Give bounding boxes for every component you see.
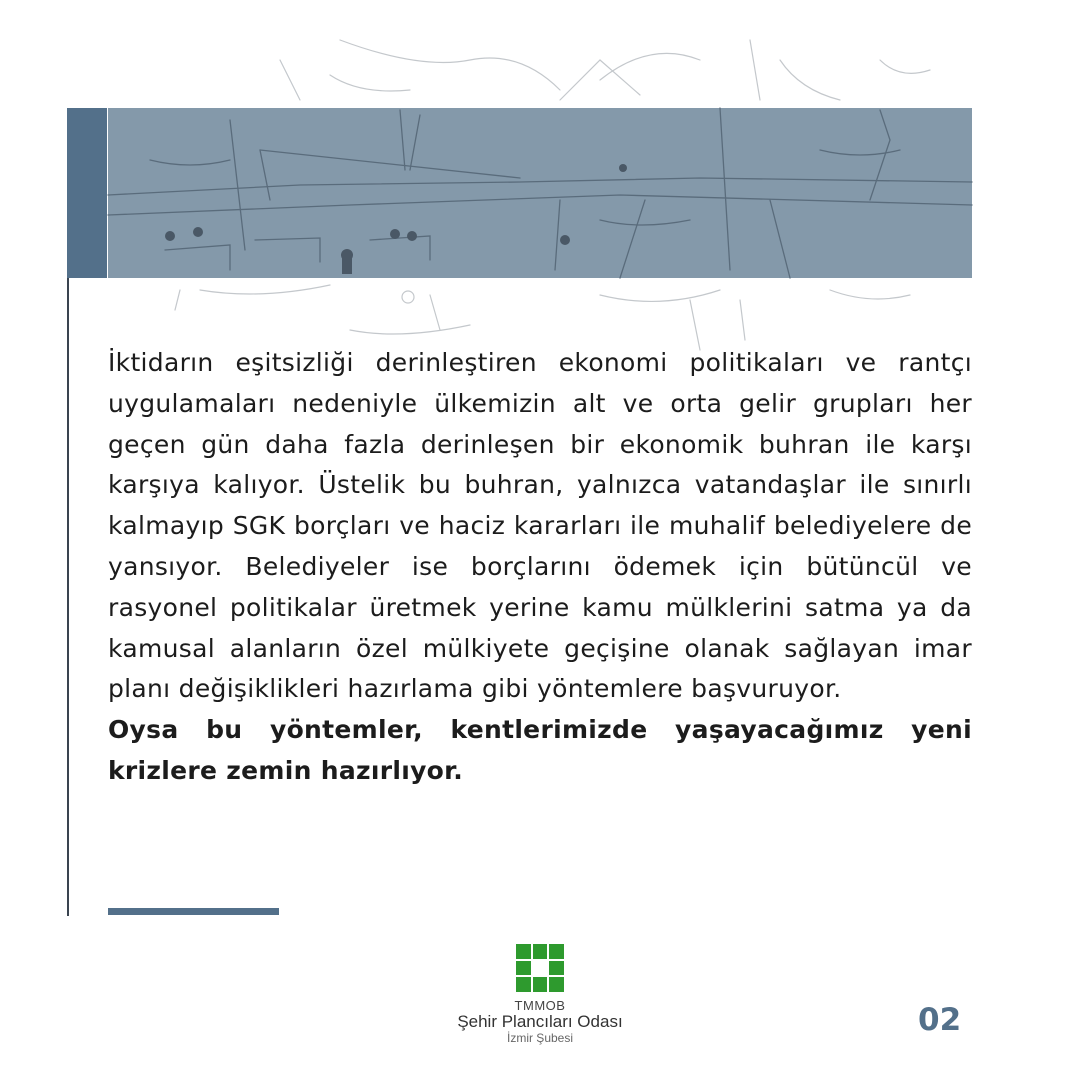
sketch-banner-illustration (0, 0, 1080, 360)
main-text (108, 343, 972, 792)
page-number: 02 (918, 1002, 962, 1038)
body-paragraph: İktidarın eşitsizliği derinleştiren ekonomi politikaları ve rantçı uygulamaları nedeniyle ülkemizin alt ve orta gelir grupları her geçen gün daha fazla derinleşen bir ekonomik buhran ile karşı karşıya kalıyor. Üstelik bu buhran, yalnızca vatandaşlar ile sınırlı kalmayıp SGK borçları ve haciz kararları ile muhalif belediyelere de yansıyor. Belediyeler ise borçlarını ödemek için bütüncül ve rasyonel politikalar üretmek yerine kamu mülklerini satma ya da kamusal alanların özel mülkiyete geçişine olanak sağlayan imar planı değişiklikleri hazırlama gibi yöntemlere başvuruyor. (108, 348, 972, 704)
logo-grid-icon (516, 944, 564, 992)
banner-tint (108, 108, 972, 278)
banner-accent-block (67, 108, 107, 278)
logo-branch-text: İzmir Şubesi (506, 1031, 574, 1045)
logo-org-text: TMMOB (514, 998, 566, 1013)
accent-underline (108, 908, 279, 915)
tmmob-logo (440, 944, 640, 1059)
bold-statement: Oysa bu yöntemler, kentlerimizde yaşayacağımız yeni krizlere zemin hazırlıyor. (108, 715, 972, 785)
logo-name-text: Şehir Plancıları Odası (457, 1012, 623, 1031)
